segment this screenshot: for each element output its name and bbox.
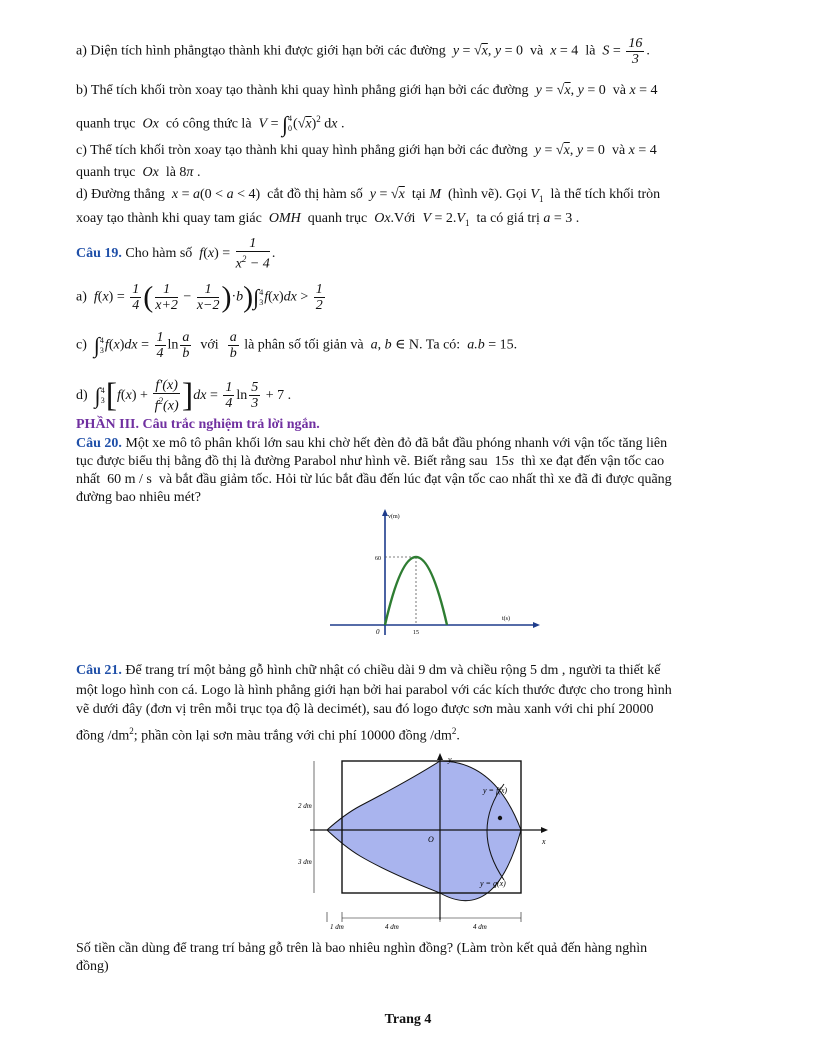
q18-b-line2: quanh trục	[76, 116, 136, 132]
q18-option-c: c) Thể tích khối tròn xoay tạo thành khi quay hình phẳng giới hạn bởi các đường y = √x, y = 0 và x = 4	[76, 143, 657, 158]
q19-c-text2: là phân số tối giản và	[244, 337, 364, 353]
q20-line3a: nhất	[76, 472, 101, 487]
q18-b-text: b) Thể tích khối tròn xoay tạo thành khi quay hình phẳng giới hạn bởi các đường	[76, 83, 529, 98]
q18-b-tail: và	[612, 83, 626, 98]
q18-c-tail: và	[611, 143, 626, 158]
q20-line2a: tục được biểu thị bằng đồ thị là đường Parabol như hình vẽ. Biết rằng sau	[76, 454, 488, 469]
y-axis-label: v(m)	[388, 514, 400, 520]
x-axis-label: t(s)	[502, 616, 510, 622]
q21-line2: một logo hình con cá. Logo là hình phẳng giới hạn bởi hai parabol với các kích thước được cho trong hình	[76, 683, 672, 698]
q20-velocity-graph	[330, 505, 550, 645]
q18-option-d: d) Đường thẳng x = a(0 < a < 4) cắt đồ thị hàm số y = √x tại M (hình vẽ). Gọi $V_1$ là thể tích khối tròn	[76, 187, 661, 204]
q21-line1	[76, 662, 660, 680]
q18-a-text: a) Diện tích hình phẳngtạo thành khi được giới hạn bởi các đường	[76, 43, 446, 59]
q21-line4a: đồng /dm	[76, 728, 130, 744]
q18-option-b: b) Thể tích khối tròn xoay tạo thành khi quay hình phẳng giới hạn bởi các đường y = √x, y = 0 và x = 4	[76, 83, 658, 98]
f-curve-label: y = f(x)	[483, 786, 508, 795]
dim-bottom-label: 3 dm	[298, 858, 312, 866]
q19-option-a: a) f(x) = $\frac{1}{4}$ ( $\frac{1}{x+2}$ − $\frac{1}{x-2}$ )·b)∫ 4 3 f(x)dx > $\frac{1}{2}$	[76, 280, 323, 314]
q21-fish-figure	[290, 752, 560, 932]
q18-d-line2d: ta có giá trị	[476, 211, 540, 226]
dim-1dm-label: 1 dm	[330, 923, 344, 931]
q18-option-c-line2: quanh trục Ox là 8π .	[76, 165, 201, 180]
q18-option-d-line2: xoay tạo thành khi quay tam giác OMH quanh trục Ox.Với $V = 2.V_1$ ta có giá trị a = 3 .	[76, 211, 580, 228]
q19-option-c: c) ∫ 4 3 f(x)dx = $\frac{1}{4}$ ln $\frac{a}{b}$ với $\frac{a}{b}$ là phân số tối giản và a, b ∈ N. Ta có: a.b = 15.	[76, 330, 518, 361]
q21-label: Câu 21.	[76, 663, 122, 678]
q18-d-text2: cắt đồ thị hàm số	[267, 187, 363, 202]
q20-line4: đường bao nhiêu mét?	[76, 490, 202, 505]
q19-option-d: d) ∫ 4 3 [f(x) + $\frac{f'(x)}{f^2(x)}$ ]dx = $\frac{1}{4}$ ln $\frac{5}{3}$ + 7 .	[76, 376, 292, 414]
q20-line3b: và bắt đầu giảm tốc. Hỏi từ lúc bắt đầu đến lúc đạt vận tốc cao nhất thì xe đã đi được quãng	[158, 472, 672, 487]
section-3-heading: PHẦN III. Câu trắc nghiệm trả lời ngắn.	[76, 417, 320, 432]
origin-label: O	[428, 835, 434, 844]
x-tick-15: 15	[413, 630, 419, 636]
q18-d-line2a: xoay tạo thành khi quay tam giác	[76, 211, 262, 226]
q18-c-line2: quanh trục	[76, 165, 136, 180]
x-axis-arrow	[533, 622, 540, 628]
origin-label: 0	[376, 628, 380, 636]
page-footer: Trang 4	[384, 1012, 432, 1027]
q18-option-b-line2: quanh trục Ox có công thức là V = ∫ 4 0 $(√x)^2$ dx .	[76, 111, 345, 137]
q21-line3: vẽ dưới đây (đơn vị trên mỗi trục tọa độ là decimét), sau đó logo được sơn màu xanh với chi phí 20000	[76, 702, 654, 717]
q18-d-text4: (hình vẽ). Gọi	[447, 187, 527, 202]
q21-line1-text: Để trang trí một bảng gỗ hình chữ nhật có chiều dài 9 dm và chiều rộng 5 dm , người ta thiết kế	[125, 663, 661, 678]
q18-option-a: a) Diện tích hình phẳngtạo thành khi được giới hạn bởi các đường y = √x, y = 0 và x = 4 là S = $\frac{16}{3}$ .	[76, 36, 650, 67]
q20-line3: nhất 60 m / s và bắt đầu giảm tốc. Hỏi từ lúc bắt đầu đến lúc đạt vận tốc cao nhất thì xe đã đi được quãng	[76, 472, 672, 487]
q18-c-text: c) Thể tích khối tròn xoay tạo thành khi quay hình phẳng giới hạn bởi các đường	[76, 143, 528, 158]
q18-d-text3: tại	[411, 187, 426, 202]
fish-eye	[498, 816, 502, 820]
q20-label: Câu 20.	[76, 436, 122, 451]
dim-4dm-left-label: 4 dm	[385, 923, 399, 931]
q18-c-line2b: là	[165, 165, 176, 180]
q21-question-line2: đồng)	[76, 959, 109, 974]
q18-a-tail: và	[529, 43, 544, 59]
x-axis-arrow	[541, 827, 548, 833]
q20-line1-text: Một xe mô tô phân khối lớn sau khi chờ hết đèn đỏ đã bắt đầu phóng nhanh với vận tốc tăng liên	[125, 436, 668, 451]
q21-question-line1: Số tiền cần dùng để trang trí bảng gỗ trên là bao nhiêu nghìn đồng? (Làm tròn kết quả đến hàng nghìn	[76, 941, 648, 956]
q18-d-text5: là thể tích khối tròn	[550, 187, 661, 202]
q20-line2b: thì xe đạt đến vận tốc cao	[521, 454, 665, 469]
q18-d-line2b: quanh trục	[307, 211, 368, 226]
q19-c-text3: . Ta có:	[419, 337, 461, 353]
q20-line2: tục được biểu thị bằng đồ thị là đường Parabol như hình vẽ. Biết rằng sau 15s thì xe đạt đến vận tốc cao	[76, 454, 665, 469]
q21-line4: đồng $/dm^2$; phần còn lại sơn màu trắng với chi phí 10000 đồng $/dm^2$.	[76, 726, 460, 744]
y-axis-arrow	[437, 753, 443, 760]
q19-c-text1: với	[200, 337, 219, 353]
dim-top-label: 2 dm	[298, 802, 312, 810]
q19-label: Câu 19.	[76, 246, 122, 262]
g-curve-label: y = g(x)	[480, 879, 506, 888]
q19-intro-text: Cho hàm số	[125, 246, 193, 262]
q21-line4b: ; phần còn lại sơn màu trắng với chi phí 10000 đồng /dm	[133, 728, 452, 744]
q18-a-result-pre: là	[585, 43, 596, 59]
dim-4dm-right-label: 4 dm	[473, 923, 487, 931]
y-tick-60: 60	[375, 556, 381, 562]
x-label: x	[542, 837, 546, 846]
q18-d-line2c: .Với	[390, 211, 416, 226]
q18-d-text1: d) Đường thẳng	[76, 187, 165, 202]
q18-b-line2b: có công thức là	[165, 116, 252, 132]
q19-intro: Câu 19. Cho hàm số f(x) = $\frac{1}{x^2 - 4}$ .	[76, 236, 276, 272]
y-label: y	[448, 755, 452, 764]
q20-line1	[76, 435, 667, 453]
